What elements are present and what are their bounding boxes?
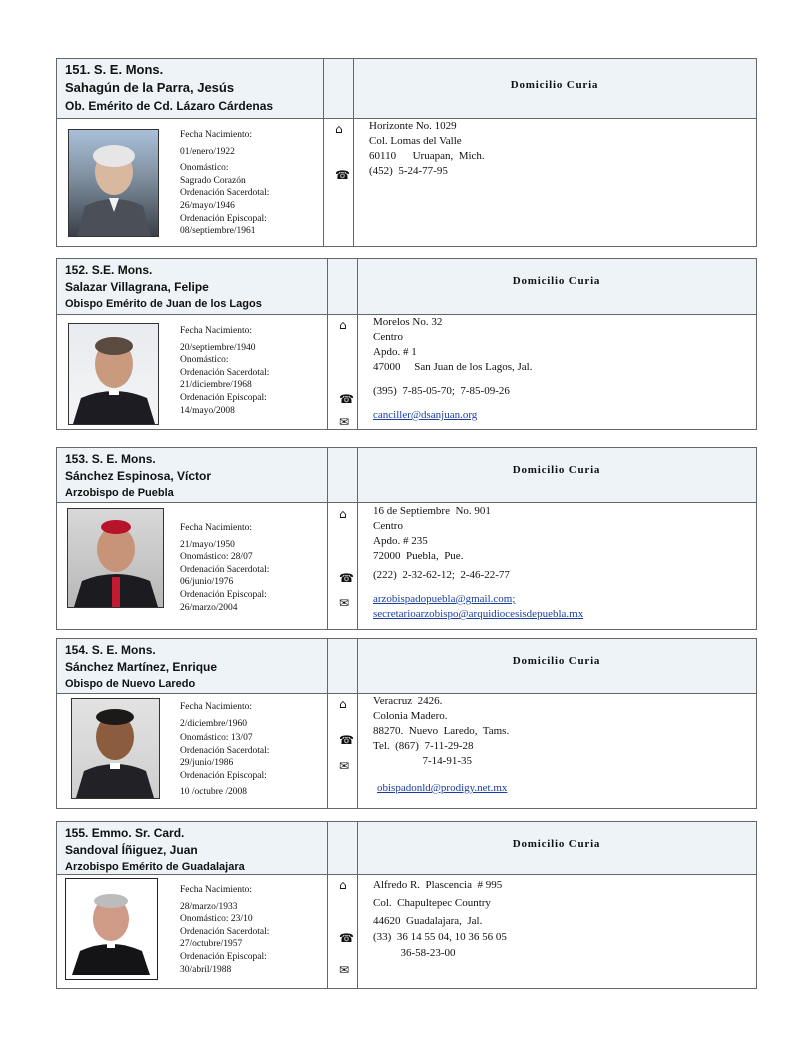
bio-block (180, 522, 269, 614)
bio-line: 26/marzo/2004 (180, 602, 238, 613)
bio-line: Ordenación Sacerdotal: (180, 745, 270, 756)
address-block (369, 119, 485, 179)
bio-line: Onomástico: 28/07 (180, 552, 253, 563)
bishop-card-152 (56, 258, 757, 430)
phone-line-secondary: 36-58-23-00 (373, 947, 456, 959)
address-line: Colonia Madero. (373, 710, 448, 722)
address-line: Morelos No. 32 (373, 316, 443, 328)
address-line: 88270. Nuevo Laredo, Tams. (373, 725, 510, 737)
address-line: Apdo. # 1 (373, 346, 417, 358)
bishop-name: Sandoval Íñiguez, Juan (65, 843, 198, 857)
bishop-photo (71, 698, 160, 799)
address-block (373, 877, 507, 961)
phone-icon: ☎ (339, 392, 354, 406)
bishop-title: Obispo Emérito de Juan de los Lagos (65, 298, 262, 310)
address-block (373, 315, 532, 423)
home-icon: ⌂ (335, 122, 343, 136)
fax-mail-icon: ✉ (339, 415, 350, 429)
address-line: 16 de Septiembre No. 901 (373, 505, 491, 517)
entry-number: 153. S. E. Mons. (65, 452, 156, 466)
bio-line: Fecha Nacimiento: (180, 702, 253, 712)
address-line: 44620 Guadalajara, Jal. (373, 915, 483, 927)
bio-line: Onomástico: 23/10 (180, 914, 253, 925)
bio-line: Ordenación Sacerdotal: (180, 367, 270, 378)
bishop-name: Sánchez Martínez, Enrique (65, 660, 218, 674)
bio-block (180, 701, 269, 798)
bio-line: Fecha Nacimiento: (180, 130, 253, 140)
bishop-photo (68, 323, 159, 425)
bio-line: 08/septiembre/1961 (180, 226, 256, 237)
bio-line: 29/junio/1986 (180, 758, 234, 769)
bishop-title: Arzobispo de Puebla (65, 487, 174, 499)
email-link-secondary[interactable]: secretarioarzobispo@arquidiocesisdepuebla.mx (373, 608, 584, 620)
bishop-title: Ob. Emérito de Cd. Lázaro Cárdenas (65, 99, 274, 113)
bio-line: Onomástico: (180, 163, 229, 174)
bishop-card-153 (56, 447, 757, 630)
bio-line: Ordenación Episcopal: (180, 951, 267, 962)
bishop-name: Sánchez Espinosa, Víctor (65, 469, 212, 483)
bio-block (180, 325, 269, 417)
bishop-name: Sahagún de la Parra, Jesús (65, 80, 235, 95)
address-line: Centro (373, 520, 403, 532)
bio-line: Ordenación Episcopal: (180, 589, 267, 600)
bishop-card-151 (56, 58, 757, 247)
address-line: Alfredo R. Plascencia # 995 (373, 879, 503, 891)
phone-icon: ☎ (335, 168, 350, 182)
bio-line: Onomástico: 13/07 (180, 733, 253, 744)
address-line: Horizonte No. 1029 (369, 120, 457, 132)
bio-line: Onomástico: (180, 355, 229, 366)
bishop-title: Obispo de Nuevo Laredo (65, 678, 196, 690)
fax-mail-icon: ✉ (339, 596, 350, 610)
bio-line: Ordenación Sacerdotal: (180, 926, 270, 937)
section-label: Domicilio Curia (512, 655, 601, 667)
bio-line: 21/diciembre/1968 (180, 380, 252, 391)
bio-line: Ordenación Sacerdotal: (180, 188, 270, 199)
bio-line: 26/mayo/1946 (180, 200, 235, 211)
entry-number: 154. S. E. Mons. (65, 643, 156, 657)
bio-line: Ordenación Episcopal: (180, 213, 267, 224)
bio-line: 21/mayo/1950 (180, 539, 235, 550)
address-line: Col. Lomas del Valle (369, 135, 462, 147)
bio-line: 2/diciembre/1960 (180, 718, 248, 729)
address-line: Centro (373, 331, 403, 343)
phone-icon: ☎ (339, 931, 354, 945)
bio-block (180, 129, 269, 238)
phone-line: (222) 2-32-62-12; 2-46-22-77 (373, 569, 510, 581)
home-icon: ⌂ (339, 318, 347, 332)
bio-line: 28/marzo/1933 (180, 901, 238, 912)
bio-line: Fecha Nacimiento: (180, 326, 253, 336)
email-link[interactable]: arzobispadopuebla@gmail.com; (373, 593, 516, 605)
section-label: Domicilio Curia (512, 464, 601, 476)
address-block (373, 694, 509, 796)
bio-line: Ordenación Episcopal: (180, 770, 267, 781)
fax-mail-icon: ✉ (339, 963, 350, 977)
address-line: 47000 San Juan de los Lagos, Jal. (373, 361, 533, 373)
bio-line: Ordenación Sacerdotal: (180, 564, 270, 575)
address-line: Veracruz 2426. (373, 695, 443, 707)
home-icon: ⌂ (339, 507, 347, 521)
bio-line: Fecha Nacimiento: (180, 523, 253, 533)
bio-line: 20/septiembre/1940 (180, 342, 256, 353)
bio-line: 14/mayo/2008 (180, 405, 235, 416)
home-icon: ⌂ (339, 697, 347, 711)
bio-line: 30/abril/1988 (180, 964, 232, 975)
address-line: Col. Chapultepec Country (373, 897, 491, 909)
address-line: 60110 Uruapan, Mich. (369, 150, 485, 162)
bishop-photo (67, 508, 164, 608)
address-line: Apdo. # 235 (373, 535, 428, 547)
email-link[interactable]: canciller@dsanjuan.org (373, 409, 478, 421)
bio-line: Fecha Nacimiento: (180, 885, 253, 895)
phone-icon: ☎ (339, 571, 354, 585)
bishop-card-154 (56, 638, 757, 809)
entry-number: 155. Emmo. Sr. Card. (65, 826, 185, 840)
section-label: Domicilio Curia (512, 838, 601, 850)
bio-line: 06/junio/1976 (180, 577, 234, 588)
bio-line: Sagrado Corazón (180, 175, 246, 186)
bishop-photo (68, 129, 159, 237)
section-label: Domicilio Curia (510, 79, 599, 91)
address-block (373, 504, 583, 622)
bishop-title: Arzobispo Emérito de Guadalajara (65, 861, 245, 873)
bio-line: 10 /octubre /2008 (180, 786, 248, 797)
bio-block (180, 884, 269, 976)
phone-line: Tel. (867) 7-11-29-28 (373, 740, 474, 752)
entry-number: 152. S.E. Mons. (65, 263, 153, 277)
fax-mail-icon: ✉ (339, 759, 350, 773)
email-link[interactable]: obispadonld@prodigy.net.mx (377, 782, 508, 794)
bio-line: Ordenación Episcopal: (180, 392, 267, 403)
phone-line: (395) 7-85-05-70; 7-85-09-26 (373, 385, 510, 397)
phone-line: (452) 5-24-77-95 (369, 165, 448, 177)
bio-line: 27/octubre/1957 (180, 939, 243, 950)
entry-number: 151. S. E. Mons. (65, 62, 164, 77)
phone-line-secondary: 7-14-91-35 (373, 755, 472, 767)
bishop-card-155 (56, 821, 757, 989)
phone-icon: ☎ (339, 733, 354, 747)
bishop-name: Salazar Villagrana, Felipe (65, 280, 209, 294)
home-icon: ⌂ (339, 878, 347, 892)
bishop-photo (65, 878, 158, 980)
address-line: 72000 Puebla, Pue. (373, 550, 464, 562)
section-label: Domicilio Curia (512, 275, 601, 287)
bio-line: 01/enero/1922 (180, 146, 235, 157)
phone-line: (33) 36 14 55 04, 10 36 56 05 (373, 931, 507, 943)
